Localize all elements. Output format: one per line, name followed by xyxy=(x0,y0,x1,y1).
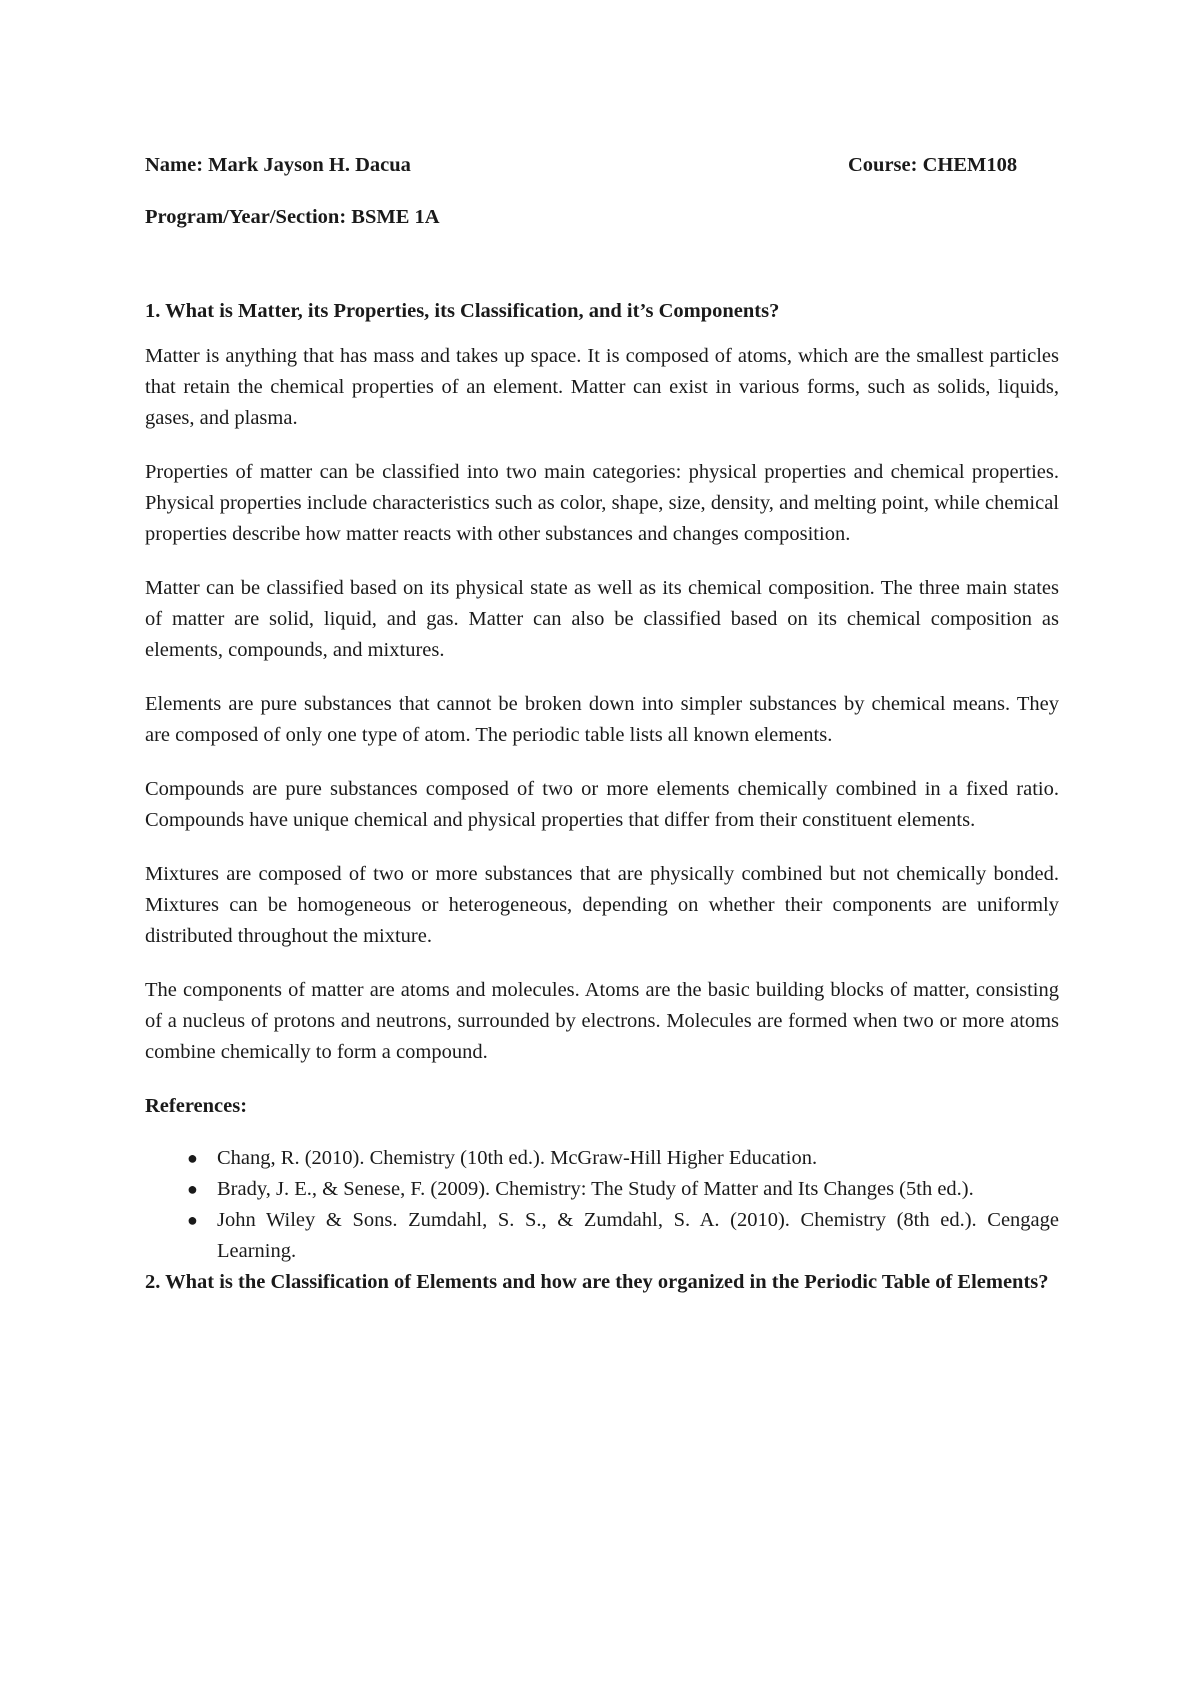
program-year-section: Program/Year/Section: BSME 1A xyxy=(145,206,440,228)
course-code: Course: CHEM108 xyxy=(848,154,1018,176)
reference-text: Brady, J. E., & Senese, F. (2009). Chemistry: The Study of Matter and Its Changes (5th ed.). xyxy=(217,1178,974,1200)
references-heading: References: xyxy=(145,1095,248,1117)
bullet-icon: ● xyxy=(187,1210,198,1230)
paragraph-components: The components of matter are atoms and molecules. Atoms are the basic building blocks of matter, consisting of a nucleus of protons and neutrons, surrounded by electrons. Molecules are formed when two or more atoms combine chemically to form a compound. xyxy=(145,979,1059,1063)
reference-item xyxy=(145,1143,1059,1174)
paragraph-classification: Matter can be classified based on its physical state as well as its chemical composition. The three main states of matter are solid, liquid, and gas. Matter can also be classified based on its chemical composition as elements, compounds, and mixtures. xyxy=(145,577,1059,661)
question-1-title: 1. What is Matter, its Properties, its Classification, and it’s Components? xyxy=(145,300,780,322)
paragraph-mixtures: Mixtures are composed of two or more substances that are physically combined but not chemically bonded. Mixtures can be homogeneous or heterogeneous, depending on whether their components are uniformly distributed throughout the mixture. xyxy=(145,863,1059,947)
paragraph-properties: Properties of matter can be classified into two main categories: physical properties and chemical properties. Physical properties include characteristics such as color, shape, size, density, and melting point, while chemical properties describe how matter reacts with other substances and changes composition. xyxy=(145,461,1059,545)
student-name: Name: Mark Jayson H. Dacua xyxy=(145,154,411,176)
document-page xyxy=(145,150,1059,1298)
reference-item xyxy=(145,1174,1059,1205)
paragraph-compounds: Compounds are pure substances composed of two or more elements chemically combined in a fixed ratio. Compounds have unique chemical and physical properties that differ from their constituent elements. xyxy=(145,778,1059,831)
references-list xyxy=(145,1143,1059,1267)
paragraph-matter-definition: Matter is anything that has mass and takes up space. It is composed of atoms, which are the smallest particles that retain the chemical properties of an element. Matter can exist in various forms, such as solids, liquids, gases, and plasma. xyxy=(145,345,1059,429)
reference-text: John Wiley & Sons. Zumdahl, S. S., & Zumdahl, S. A. (2010). Chemistry (8th ed.). Cengage Learning. xyxy=(217,1209,1059,1262)
reference-item xyxy=(145,1205,1059,1267)
question-2-title: 2. What is the Classification of Elements and how are they organized in the Periodic Table of Elements? xyxy=(145,1271,1049,1293)
reference-text: Chang, R. (2010). Chemistry (10th ed.). McGraw-Hill Higher Education. xyxy=(217,1147,818,1169)
header-row xyxy=(145,150,1059,181)
bullet-icon: ● xyxy=(187,1148,198,1168)
bullet-icon: ● xyxy=(187,1179,198,1199)
paragraph-elements: Elements are pure substances that cannot be broken down into simpler substances by chemical means. They are composed of only one type of atom. The periodic table lists all known elements. xyxy=(145,693,1059,746)
